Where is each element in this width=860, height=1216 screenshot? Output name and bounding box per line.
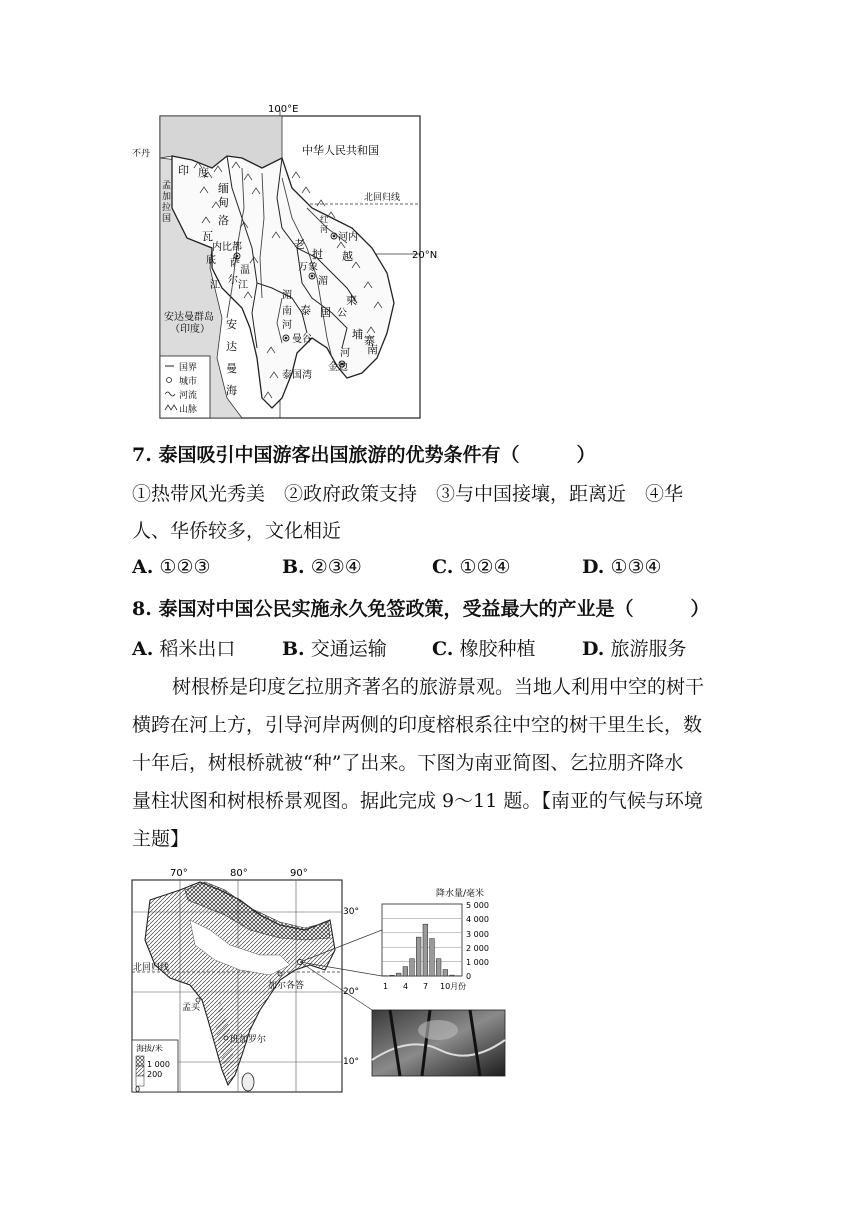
precip-bar-7 (423, 924, 428, 976)
mekong-c2: 公 (337, 308, 347, 319)
passage-line-1: 树根桥是印度乞拉朋齐著名的旅游景观。当地人利用中空的树干 (172, 676, 705, 698)
andaman-sea-c3: 曼 (226, 362, 237, 375)
indochina-map (132, 98, 438, 420)
ytick-5000: 5 000 (466, 901, 489, 910)
passage (132, 668, 732, 858)
cambodia-c2: 埔 (352, 328, 363, 341)
myanmar-c3: 洛 (218, 214, 229, 227)
precip-bar-3 (396, 973, 401, 976)
bangladesh-c1: 孟 (162, 181, 172, 191)
salween-c3: 温 (240, 265, 250, 276)
lat-20-label: 20° (343, 987, 359, 997)
mekong-c1: 湄 (318, 276, 328, 287)
hanoi-label: 河内 (338, 232, 358, 243)
q8-choice-c[interactable]: C. 橡胶种植 (432, 638, 536, 660)
naypyidaw-label: 内比都 (212, 242, 242, 253)
thailand-c2: 国 (320, 306, 331, 319)
xtick-4: 4 (403, 982, 409, 991)
elev-200: 200 (147, 1070, 163, 1079)
laos-c2: 挝 (312, 248, 323, 261)
lon-70-label: 70° (170, 868, 188, 879)
legend-river: 河流 (179, 391, 198, 401)
q7-options-line1: ①热带风光秀美 ②政府政策支持 ③与中国接壤，距离近 ④华 (132, 483, 684, 505)
q8-choice-d[interactable]: D. 旅游服务 (582, 638, 687, 660)
salween-c1: 萨 (230, 258, 240, 269)
bhutan-label: 不丹 (132, 149, 151, 159)
xtick-10: 10月份 (440, 982, 467, 991)
ytick-0: 0 (466, 972, 472, 981)
lon-80-label: 80° (230, 868, 248, 879)
lat-10-label: 10° (343, 1057, 359, 1067)
andaman-sea-c2: 达 (226, 340, 237, 353)
red-river-c2: 河 (320, 225, 328, 234)
kolkata-label: 加尔各答 (268, 981, 305, 991)
gulf-label: 泰国湾 (282, 370, 312, 381)
irrawaddy-c6: 江 (210, 280, 220, 291)
precip-bar-8 (430, 939, 435, 976)
vientiane-label: 万象 (298, 262, 318, 273)
ytick-1000: 1 000 (466, 958, 489, 967)
lon-90-label: 90° (290, 868, 308, 879)
passage-line-4: 量柱状图和树根桥景观图。据此完成 9～11 题。【南亚的气候与环境 (132, 790, 703, 812)
precip-bar-2 (390, 975, 395, 976)
salween-c4: 江 (238, 280, 248, 291)
andaman-sea-c1: 安 (226, 318, 237, 331)
precip-bar-4 (403, 967, 408, 976)
bangalore-label: 班加罗尔 (230, 1035, 267, 1045)
lat-20n-label: 20°N (412, 250, 438, 261)
salween-c2: 尔 (228, 275, 238, 286)
myanmar-c4: 瓦 (202, 230, 213, 243)
myanmar-c2: 甸 (218, 196, 229, 209)
bangladesh-c4: 国 (162, 214, 172, 224)
china-label: 中华人民共和国 (302, 144, 379, 157)
q7-choice-c[interactable]: C. ①②④ (432, 556, 511, 578)
red-river-c1: 红 (320, 215, 328, 224)
legend-mountain: 山脉 (179, 405, 198, 415)
irrawaddy-c5: 底 (206, 255, 216, 266)
precip-bar-5 (410, 959, 415, 976)
bangkok-label: 曼谷 (292, 334, 312, 345)
bangladesh-c3: 拉 (162, 203, 172, 213)
q8-choice-a[interactable]: A. 稻米出口 (132, 638, 236, 660)
india-c1: 印 (178, 164, 189, 177)
q7-choice-d[interactable]: D. ①③④ (582, 556, 662, 578)
chao-c2: 南 (282, 306, 292, 317)
myanmar-c1: 缅 (218, 182, 229, 195)
precip-bar-10 (443, 970, 448, 976)
precipitation-chart (382, 887, 489, 991)
chao-c1: 湄 (282, 290, 292, 301)
elev-0: 0 (135, 1085, 141, 1094)
ytick-4000: 4 000 (466, 915, 489, 924)
elev-1000: 1 000 (147, 1060, 170, 1069)
phnompenh-label: 金边 (328, 362, 348, 373)
q7-choice-a[interactable]: A. ①②③ (132, 556, 211, 578)
precip-bar-11 (450, 975, 455, 976)
south-asia-figure (130, 860, 520, 1095)
andaman-is-l2: （印度） (170, 324, 210, 335)
vietnam-c2: 南 (367, 343, 378, 356)
tropic-label: 北回归线 (364, 193, 401, 203)
chart-title: 降水量/毫米 (436, 889, 485, 899)
q7-stem: 7. 泰国吸引中国游客出国旅游的优势条件有（ ） (132, 444, 596, 466)
ytick-2000: 2 000 (466, 944, 489, 953)
precip-bar-6 (416, 937, 421, 976)
q7-options-line2: 人、华侨较多，文化相近 (132, 520, 342, 542)
cambodia-c3: 寨 (364, 334, 375, 347)
vietnam-c1: 越 (342, 250, 353, 263)
thailand-c1: 泰 (300, 304, 311, 317)
xtick-7: 7 (423, 982, 429, 991)
mumbai-label: 孟买 (182, 1003, 201, 1013)
andaman-is-l1: 安达曼群岛 (164, 312, 214, 323)
mekong-c3: 河 (340, 348, 350, 359)
tropic2-label: 北回归线 (133, 963, 170, 973)
laos-c1: 老 (294, 238, 305, 251)
elev-legend-title: 海拔/米 (136, 1044, 163, 1053)
passage-line-2: 横跨在河上方，引导河岸两侧的印度榕根系往中空的树干里生长，数 (132, 714, 703, 736)
india-c2: 度 (198, 166, 209, 179)
precip-bar-9 (436, 959, 441, 976)
passage-line-3: 十年后，树根桥就被“种”了出来。下图为南亚简图、乞拉朋齐降水 (132, 752, 684, 774)
bangladesh-c2: 加 (162, 192, 172, 202)
q7-choice-b[interactable]: B. ②③④ (282, 556, 362, 578)
xtick-1: 1 (383, 982, 389, 991)
q8-stem: 8. 泰国对中国公民实施永久免签政策，受益最大的产业是（ ） (132, 598, 710, 620)
passage-line-5: 主题】 (132, 828, 190, 850)
andaman-sea-c4: 海 (226, 384, 237, 397)
chao-c3: 河 (282, 320, 292, 331)
ytick-3000: 3 000 (466, 930, 489, 939)
lat-30-label: 30° (343, 907, 359, 917)
lon-100e-label: 100°E (268, 104, 299, 115)
root-bridge-photo (372, 1010, 505, 1076)
q8-choice-b[interactable]: B. 交通运输 (282, 638, 387, 660)
legend-border: 国界 (179, 363, 198, 373)
legend-city: 城市 (179, 377, 198, 387)
cambodia-c1: 柬 (346, 294, 357, 307)
